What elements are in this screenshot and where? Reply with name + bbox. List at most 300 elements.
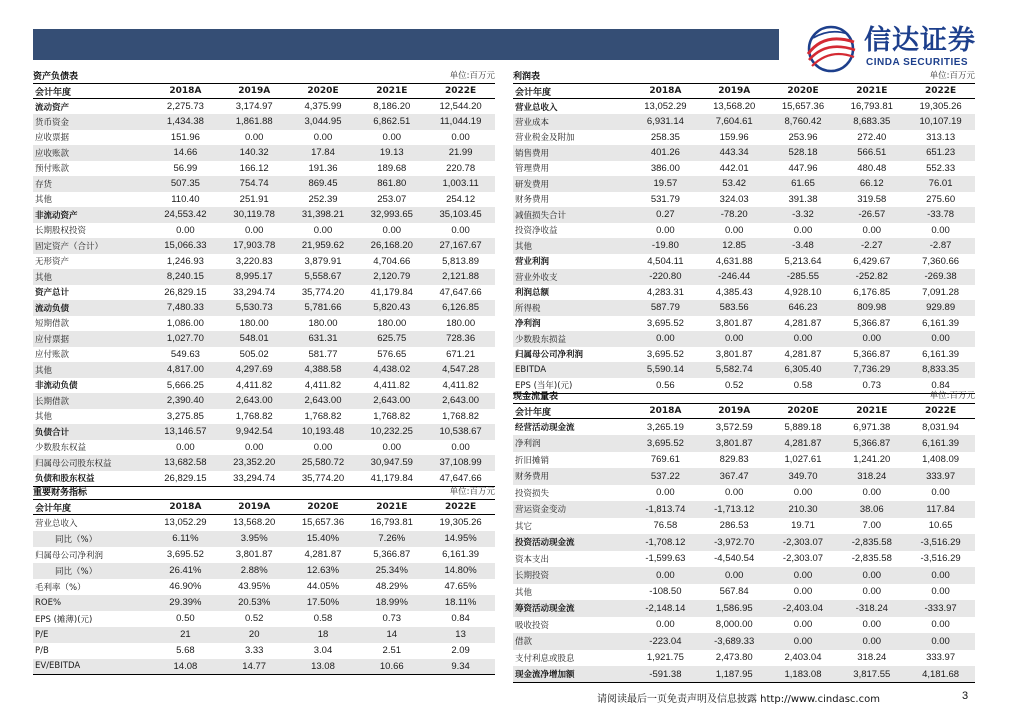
logo-english-name: CINDA SECURITIES — [866, 57, 969, 68]
row-label: 经营活动现金流 — [515, 423, 575, 433]
table-row — [513, 254, 975, 270]
cell-value: 56.99 — [173, 162, 198, 174]
row-label: 同比（%） — [33, 531, 151, 547]
cell-value: 10.66 — [357, 659, 426, 675]
table-row — [513, 600, 975, 617]
row-label: 其他 — [33, 362, 151, 378]
cell-value: 191.36 — [308, 162, 338, 174]
cell-value: 0.00 — [313, 131, 333, 143]
cell-value: 47,647.66 — [426, 471, 495, 487]
cell-value: 442.01 — [719, 162, 749, 174]
cell-value: 180.00 — [239, 317, 269, 329]
table-row — [33, 424, 495, 440]
table-row — [513, 485, 975, 502]
column-header-year: 2019A — [700, 84, 769, 99]
table-row — [513, 419, 975, 436]
cell-value: -2,303.07 — [782, 553, 824, 565]
cell-value: 0.84 — [451, 613, 470, 624]
cell-value: 2.51 — [382, 645, 402, 656]
cell-value: 4,928.10 — [784, 286, 822, 298]
cell-value: 319.58 — [857, 193, 887, 205]
row-label: 净利润 — [513, 435, 631, 452]
table-row — [513, 452, 975, 469]
cell-value: 4,817.00 — [151, 362, 220, 378]
cell-value: 0.00 — [931, 487, 950, 499]
cell-value: -246.44 — [700, 269, 769, 285]
cell-value: 391.38 — [788, 193, 818, 205]
table-row — [33, 643, 495, 659]
column-header-label: 会计年度 — [513, 404, 631, 419]
cell-value: 7.00 — [862, 520, 882, 532]
cell-value: 0.00 — [382, 441, 402, 453]
cell-value: 0.00 — [176, 441, 195, 453]
cell-value: 26.41% — [151, 563, 220, 579]
cell-value: 318.24 — [857, 652, 887, 664]
table-row — [513, 316, 975, 332]
cell-value: 367.47 — [700, 468, 769, 485]
cell-value: 0.00 — [656, 487, 675, 499]
cell-value: 0.00 — [700, 567, 769, 584]
row-label: 所得税 — [513, 300, 631, 316]
row-label: 折旧摊销 — [515, 455, 550, 466]
cell-value: 6,305.40 — [769, 362, 838, 378]
cell-value: 5,366.87 — [837, 435, 906, 452]
cell-value: -591.38 — [631, 666, 700, 683]
row-label: ROE% — [33, 595, 151, 611]
cell-value: 10,538.67 — [426, 424, 495, 440]
cell-value: -269.38 — [906, 269, 975, 285]
cell-value: 5,582.74 — [700, 362, 769, 378]
cell-value: 6,161.39 — [922, 317, 960, 329]
cell-value: 625.75 — [357, 331, 426, 347]
row-label: 利润总额 — [515, 288, 550, 299]
cell-value: 19,305.26 — [919, 101, 962, 112]
cell-value: 0.00 — [724, 487, 744, 499]
cash-flow-title: 现金流量表 — [513, 392, 559, 402]
table-row — [513, 300, 975, 316]
table-row — [33, 471, 495, 487]
cell-value: 3.33 — [244, 645, 264, 656]
cell-value: 26,829.15 — [164, 286, 207, 298]
row-label: EV/EBITDA — [33, 659, 151, 675]
cell-value: 6,931.14 — [631, 114, 700, 130]
row-label: 其他 — [35, 195, 53, 206]
cell-value: 3,220.83 — [235, 255, 273, 267]
cell-value: 19.57 — [631, 176, 700, 192]
cell-value: 15,066.33 — [151, 238, 220, 254]
row-label: 投资净收益 — [515, 226, 558, 237]
cell-value: 253.07 — [377, 193, 407, 205]
table-row — [33, 627, 495, 643]
table-row — [33, 659, 495, 675]
table-row — [513, 584, 975, 601]
row-label: 非流动资产 — [33, 207, 151, 223]
cell-value: 13,146.57 — [151, 424, 220, 440]
cell-value: 6,971.38 — [853, 421, 891, 433]
cell-value: 0.00 — [793, 224, 813, 236]
cell-value: 20.53% — [220, 595, 289, 611]
cell-value: 26,829.15 — [151, 471, 220, 487]
cell-value: 252.39 — [308, 193, 338, 205]
table-header-row — [513, 84, 975, 99]
cell-value: 5,813.89 — [442, 255, 480, 267]
cell-value: 76.01 — [906, 176, 975, 192]
cell-value: 2,390.40 — [151, 393, 220, 409]
cinda-globe-icon — [800, 24, 862, 74]
row-label: 财务费用 — [513, 468, 631, 485]
cell-value: 3,695.52 — [646, 348, 684, 360]
cell-value: 480.48 — [857, 162, 887, 174]
cell-value: 8,031.94 — [922, 421, 960, 433]
cell-value: 4,411.82 — [236, 379, 273, 391]
cell-value: 8,186.20 — [373, 101, 411, 112]
row-label: EBITDA — [513, 362, 631, 378]
cell-value: 769.61 — [650, 454, 680, 466]
cell-value: 13,052.29 — [164, 517, 207, 529]
row-label: P/E — [33, 627, 151, 643]
cell-value: 567.84 — [719, 586, 749, 598]
table-row — [513, 666, 975, 683]
row-label: 流动负债 — [33, 300, 151, 316]
cell-value: 3,695.52 — [631, 435, 700, 452]
table-row — [33, 531, 495, 547]
row-label: 存货 — [33, 176, 151, 192]
cell-value: 180.00 — [377, 317, 407, 329]
cell-value: 47,647.66 — [439, 286, 482, 298]
cell-value: 0.00 — [862, 224, 882, 236]
cell-value: 151.96 — [170, 131, 200, 143]
cell-value: 4,375.99 — [304, 101, 342, 112]
cell-value: 33,294.74 — [233, 286, 276, 298]
cell-value: 180.00 — [446, 317, 476, 329]
row-label: 货币资金 — [33, 114, 151, 130]
cell-value: 0.00 — [906, 567, 975, 584]
table-row — [33, 207, 495, 223]
cell-value: 4,281.87 — [784, 317, 822, 329]
cell-value: 0.00 — [451, 131, 470, 143]
cell-value: 3,044.95 — [289, 114, 358, 130]
cell-value: 210.30 — [769, 501, 838, 518]
cell-value: 20 — [220, 627, 289, 643]
cell-value: -4,540.54 — [714, 553, 755, 565]
cell-value: 0.00 — [176, 224, 195, 236]
column-header-year: 2021E — [837, 84, 906, 99]
cell-value: 0.00 — [244, 224, 264, 236]
table-row — [33, 547, 495, 563]
cell-value: 507.35 — [151, 176, 220, 192]
row-label: 归属母公司股东权益 — [33, 455, 151, 471]
table-row — [513, 130, 975, 146]
column-header-label: 会计年度 — [33, 500, 151, 515]
cell-value: 829.83 — [719, 454, 749, 466]
cell-value: 1,768.82 — [442, 410, 480, 422]
cell-value: 220.78 — [446, 162, 476, 174]
cell-value: 14 — [357, 627, 426, 643]
cell-value: -3.48 — [769, 238, 838, 254]
cell-value: 2,275.73 — [166, 101, 204, 112]
cell-value: 728.36 — [426, 331, 495, 347]
row-label: 少数股东权益 — [35, 443, 87, 454]
table-row — [513, 99, 975, 115]
row-label: 负债合计 — [33, 424, 151, 440]
cell-value: 31,398.21 — [289, 207, 358, 223]
cell-value: 189.68 — [377, 162, 407, 174]
row-label: 借款 — [513, 633, 631, 650]
cell-value: 41,179.84 — [370, 286, 413, 298]
cell-value: 10,232.25 — [357, 424, 426, 440]
column-header-year: 2020E — [289, 500, 358, 515]
cell-value: 13 — [426, 627, 495, 643]
cell-value: 5,366.87 — [373, 549, 411, 560]
cell-value: 0.00 — [313, 441, 333, 453]
column-header-year: 2021E — [837, 404, 906, 419]
cell-value: 1,086.00 — [166, 317, 204, 329]
cell-value: 0.00 — [931, 224, 950, 236]
cell-value: -3,972.70 — [700, 534, 769, 551]
row-label: EPS (当年)(元) — [513, 378, 631, 394]
table-row — [33, 192, 495, 208]
cell-value: 17,903.78 — [220, 238, 289, 254]
table-row — [33, 347, 495, 363]
column-header-year: 2021E — [357, 84, 426, 99]
cell-value: -3,516.29 — [920, 553, 961, 565]
table-row — [33, 362, 495, 378]
cell-value: 66.12 — [837, 176, 906, 192]
cell-value: 14.08 — [151, 659, 220, 675]
cell-value: 8,833.35 — [906, 362, 975, 378]
cell-value: 576.65 — [377, 348, 407, 360]
table-row — [33, 579, 495, 595]
cell-value: 251.91 — [239, 193, 269, 205]
row-label: 减值损失合计 — [513, 207, 631, 223]
cell-value: 3,275.85 — [166, 410, 204, 422]
table-row — [33, 515, 495, 531]
row-label: 非流动负债 — [35, 381, 78, 392]
cell-value: 53.42 — [700, 176, 769, 192]
cell-value: 0.00 — [656, 619, 675, 631]
balance-sheet-section — [33, 69, 495, 487]
row-label: 长期股权投资 — [35, 226, 87, 237]
row-label: 应付票据 — [33, 331, 151, 347]
row-label: 少数股东损益 — [513, 331, 631, 347]
column-header-year: 2020E — [289, 84, 358, 99]
row-label: 其他 — [513, 238, 631, 254]
cell-value: 10,107.19 — [906, 114, 975, 130]
cell-value: 15,657.36 — [301, 517, 345, 529]
cell-value: 443.34 — [700, 145, 769, 161]
cell-value: 0.00 — [244, 441, 264, 453]
row-label: 营业外收支 — [513, 269, 631, 285]
cell-value: -1,813.74 — [631, 501, 700, 518]
cell-value: 43.95% — [238, 581, 271, 592]
cell-value: 0.00 — [656, 224, 675, 236]
column-header-year: 2019A — [700, 404, 769, 419]
cell-value: 646.23 — [769, 300, 838, 316]
cell-value: 61.65 — [769, 176, 838, 192]
column-header-year: 2018A — [151, 500, 220, 515]
cell-value: 3,695.52 — [166, 549, 204, 560]
cell-value: 4,281.87 — [769, 435, 838, 452]
table-header-row — [33, 84, 495, 99]
cell-value: 4,704.66 — [373, 255, 411, 267]
cell-value: -1,713.12 — [700, 501, 769, 518]
cell-value: 24,553.42 — [151, 207, 220, 223]
cell-value: 254.12 — [446, 193, 476, 205]
cell-value: 0.50 — [176, 613, 195, 624]
cell-value: 0.27 — [631, 207, 700, 223]
cell-value: -252.82 — [837, 269, 906, 285]
cell-value: 35,774.20 — [301, 286, 345, 298]
key-metrics-section — [33, 485, 495, 675]
cell-value: 19,305.26 — [439, 517, 482, 529]
cell-value: 0.00 — [862, 487, 882, 499]
cell-value: -2,835.58 — [851, 553, 892, 565]
row-label: 流动资产 — [35, 102, 70, 113]
table-row — [33, 331, 495, 347]
row-label: 现金流净增加额 — [513, 666, 631, 683]
cell-value: 1,586.95 — [700, 600, 769, 617]
cell-value: 0.00 — [769, 633, 838, 650]
row-label: 毛利率（%） — [35, 582, 86, 593]
cell-value: 0.00 — [837, 633, 906, 650]
cell-value: 3,801.87 — [715, 317, 753, 329]
cell-value: 929.89 — [906, 300, 975, 316]
cell-value: -78.20 — [700, 207, 769, 223]
cell-value: 3.95% — [220, 531, 289, 547]
cell-value: 33,294.74 — [220, 471, 289, 487]
cell-value: 2,120.79 — [357, 269, 426, 285]
cell-value: 76.58 — [653, 520, 678, 532]
cell-value: 8,683.35 — [837, 114, 906, 130]
cell-value: 6,161.39 — [906, 435, 975, 452]
row-label: EPS (摊薄)(元) — [35, 614, 93, 625]
table-row — [33, 595, 495, 611]
cell-value: 1,003.11 — [426, 176, 495, 192]
cell-value: 14.77 — [220, 659, 289, 675]
cell-value: 1,768.82 — [235, 410, 273, 422]
cell-value: 631.31 — [289, 331, 358, 347]
cell-value: 13.08 — [289, 659, 358, 675]
table-row — [513, 617, 975, 634]
cell-value: -2.27 — [837, 238, 906, 254]
cell-value: 6,161.39 — [922, 348, 960, 360]
row-label: 无形资产 — [35, 257, 70, 268]
table-row — [33, 378, 495, 394]
cell-value: -2.87 — [906, 238, 975, 254]
cell-value: -223.04 — [631, 633, 700, 650]
cell-value: 3,695.52 — [646, 317, 684, 329]
cell-value: 587.79 — [631, 300, 700, 316]
cell-value: 0.00 — [862, 586, 882, 598]
cell-value: 3,572.59 — [715, 421, 753, 433]
cell-value: 14.80% — [426, 563, 495, 579]
cell-value: 2,403.04 — [784, 652, 822, 664]
table-row — [513, 518, 975, 535]
cell-value: -2,148.14 — [631, 600, 700, 617]
income-statement-unit: 单位:百万元 — [929, 71, 975, 81]
cell-value: 447.96 — [788, 162, 818, 174]
row-label: 研发费用 — [513, 176, 631, 192]
cell-value: 8,240.15 — [151, 269, 220, 285]
cell-value: 583.56 — [700, 300, 769, 316]
cell-value: 5,781.66 — [289, 300, 358, 316]
cell-value: 4,281.87 — [304, 549, 342, 560]
table-row — [33, 611, 495, 627]
table-row — [33, 176, 495, 192]
cell-value: 35,103.45 — [426, 207, 495, 223]
row-label: 应收票据 — [35, 133, 70, 144]
cell-value: 0.56 — [631, 378, 700, 394]
cell-value: 549.63 — [170, 348, 200, 360]
cell-value: 548.01 — [220, 331, 289, 347]
row-label: 吸收投资 — [515, 620, 550, 631]
column-header-year: 2020E — [769, 84, 838, 99]
row-label: 销售费用 — [513, 145, 631, 161]
cell-value: 4,283.31 — [646, 286, 684, 298]
cell-value: 258.35 — [650, 131, 680, 143]
cell-value: 8,000.00 — [715, 619, 753, 631]
cell-value: 754.74 — [220, 176, 289, 192]
table-row — [33, 409, 495, 425]
table-row — [513, 347, 975, 363]
cell-value: 44.05% — [306, 581, 340, 592]
cell-value: 2,121.88 — [426, 269, 495, 285]
row-label: 营运资金变动 — [513, 501, 631, 518]
cell-value: 4,385.43 — [715, 286, 753, 298]
cell-value: 253.96 — [788, 131, 818, 143]
row-label: 应收账款 — [33, 145, 151, 161]
cell-value: 0.00 — [906, 633, 975, 650]
table-row — [513, 435, 975, 452]
cell-value: 3,265.19 — [646, 421, 684, 433]
row-label: 同比（%） — [33, 563, 151, 579]
cell-value: -1,708.12 — [631, 534, 700, 551]
cell-value: -26.57 — [837, 207, 906, 223]
cell-value: -33.78 — [906, 207, 975, 223]
cell-value: 159.96 — [719, 131, 749, 143]
cell-value: 0.00 — [244, 131, 264, 143]
cell-value: 6,176.85 — [853, 286, 891, 298]
cell-value: -285.55 — [769, 269, 838, 285]
table-row — [513, 145, 975, 161]
table-row — [513, 285, 975, 301]
row-label: 短期借款 — [35, 319, 70, 330]
cell-value: 3,801.87 — [235, 549, 273, 560]
cell-value: 4,547.28 — [426, 362, 495, 378]
cell-value: 869.45 — [289, 176, 358, 192]
table-row — [33, 114, 495, 130]
row-label: 营业成本 — [513, 114, 631, 130]
cell-value: 13,568.20 — [233, 517, 276, 529]
cell-value: 15.40% — [289, 531, 358, 547]
cell-value: 0.00 — [313, 224, 333, 236]
cell-value: 30,947.59 — [357, 455, 426, 471]
cell-value: 1,183.08 — [769, 666, 838, 683]
cell-value: 1,861.88 — [220, 114, 289, 130]
cell-value: 2,643.00 — [289, 393, 358, 409]
cell-value: 21,959.62 — [289, 238, 358, 254]
cell-value: 37,108.99 — [426, 455, 495, 471]
cell-value: 32,993.65 — [357, 207, 426, 223]
cell-value: 25,580.72 — [289, 455, 358, 471]
cell-value: 12,544.20 — [439, 101, 482, 112]
cell-value: 16,793.81 — [850, 101, 893, 112]
cell-value: 6,161.39 — [442, 549, 480, 560]
row-label: 归属母公司净利润 — [515, 350, 584, 361]
cell-value: 1,768.82 — [304, 410, 342, 422]
cell-value: -3,516.29 — [906, 534, 975, 551]
cell-value: 386.00 — [650, 162, 680, 174]
